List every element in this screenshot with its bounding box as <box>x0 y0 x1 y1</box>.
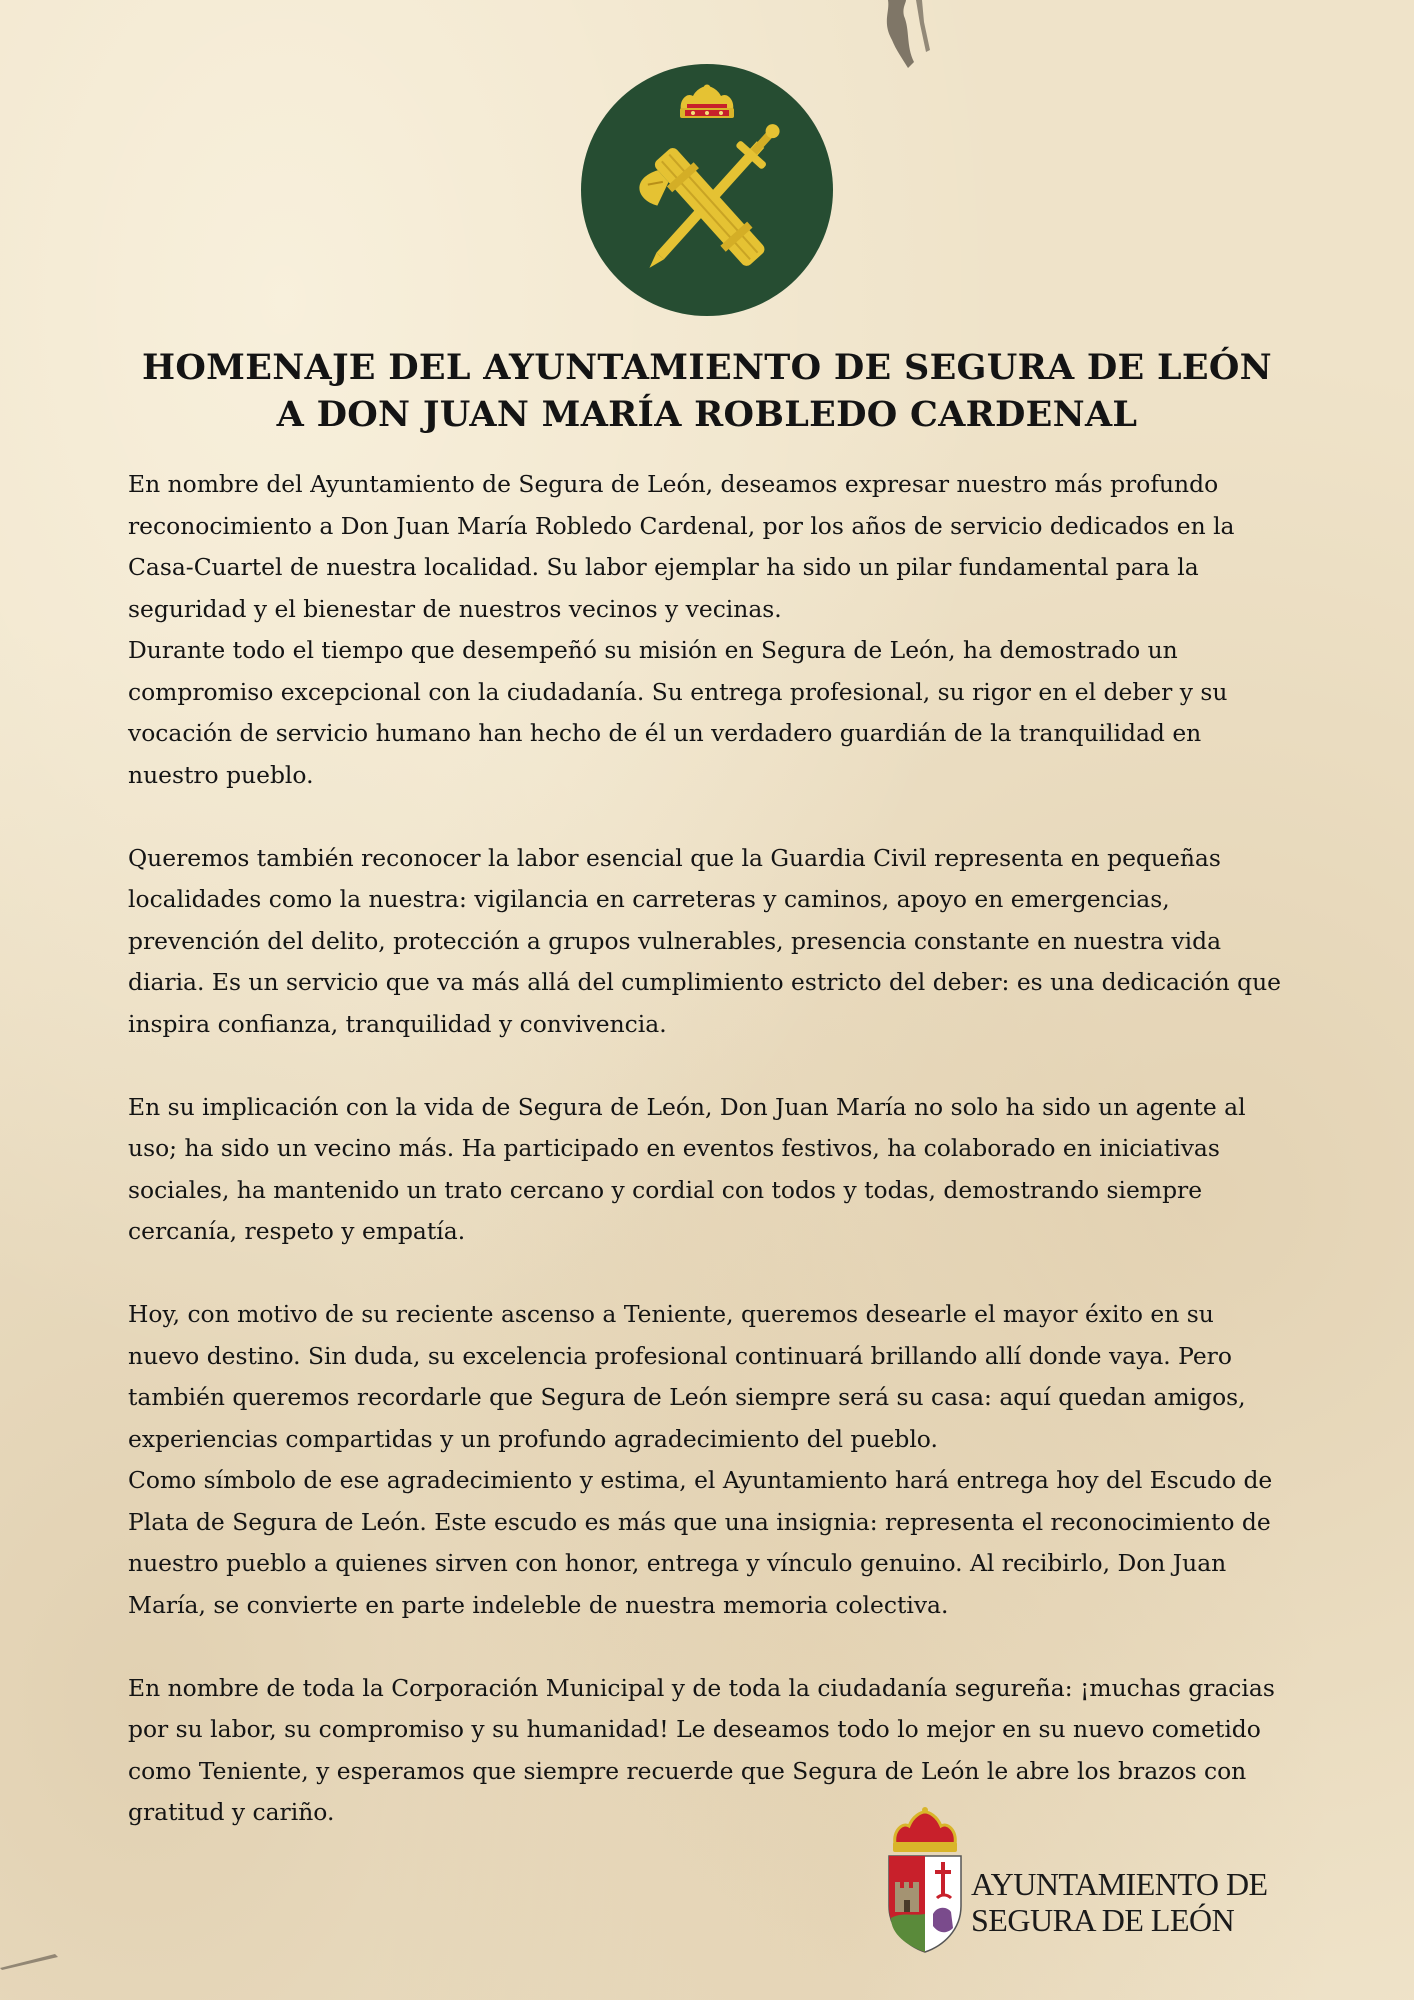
ayuntamiento-logo <box>885 1806 1285 1956</box>
page-title <box>0 344 1414 438</box>
logo-line-2: SEGURA DE LEÓN <box>971 1902 1235 1938</box>
paper-tear-mark <box>880 0 950 70</box>
logo-text <box>971 1866 1268 1938</box>
paragraph-6: Como símbolo de ese agradecimiento y estima, el Ayuntamiento hará entrega hoy del Escudo de Plata de Segura de León. Este escudo es más que una insignia: representa el reconocimiento de nuestro pueblo a quienes sirven con honor, entrega y vínculo genuino. Al recibirlo, Don Juan María, se convierte en parte indeleble de nuestra memoria colectiva. <box>128 1466 1273 1619</box>
paragraph-2: Durante todo el tiempo que desempeñó su misión en Segura de León, ha demostrado un compromiso excepcional con la ciudadanía. Su entrega profesional, su rigor en el deber y su vocación de servicio humano han hecho de él un verdadero guardián de la tranquilidad en nuestro pueblo. <box>128 636 1228 789</box>
logo-line-1: AYUNTAMIENTO DE <box>971 1866 1268 1902</box>
letter-body <box>128 464 1288 1834</box>
title-line-1: HOMENAJE DEL AYUNTAMIENTO DE SEGURA DE LEÓN <box>142 347 1272 388</box>
paragraph-4: En su implicación con la vida de Segura de León, Don Juan María no solo ha sido un agente al uso; ha sido un vecino más. Ha participado en eventos festivos, ha colaborado en iniciativas sociales, ha mantenido un trato cercano y cordial con todos y todas, demostrando siempre cercanía, respeto y empatía. <box>128 1092 1246 1245</box>
coat-of-arms-icon <box>885 1806 965 1956</box>
guardia-civil-emblem-icon <box>581 64 833 316</box>
paragraph-1: En nombre del Ayuntamiento de Segura de León, deseamos expresar nuestro más profundo reconocimiento a Don Juan María Robledo Cardenal, por los años de servicio dedicados en la Casa-Cuartel de nuestra localidad. Su labor ejemplar ha sido un pilar fundamental para la seguridad y el bienestar de nuestros vecinos y vecinas. <box>128 470 1235 623</box>
paragraph-3: Queremos también reconocer la labor esencial que la Guardia Civil representa en pequeñas localidades como la nuestra: vigilancia en carreteras y caminos, apoyo en emergencias, prevención del delito, protección a grupos vulnerables, presencia constante en nuestra vida diaria. Es un servicio que va más allá del cumplimiento estricto del deber: es una dedicación que inspira confianza, tranquilidad y convivencia. <box>128 843 1281 1038</box>
paper-scratch-mark <box>0 1950 60 1970</box>
paragraph-5: Hoy, con motivo de su reciente ascenso a Teniente, queremos desearle el mayor éxito en su nuevo destino. Sin duda, su excelencia profesional continuará brillando allí donde vaya. Pero también queremos recordarle que Segura de León siempre será su casa: aquí quedan amigos, experiencias compartidas y un profundo agradecimiento del pueblo. <box>128 1300 1246 1453</box>
paragraph-7: En nombre de toda la Corporación Municipal y de toda la ciudadanía segureña: ¡muchas gracias por su labor, su compromiso y su humanidad! Le deseamos todo lo mejor en su nuevo cometido como Teniente, y esperamos que siempre recuerde que Segura de León le abre los brazos con gratitud y cariño. <box>128 1673 1275 1826</box>
title-line-2: A DON JUAN MARÍA ROBLEDO CARDENAL <box>276 394 1138 435</box>
